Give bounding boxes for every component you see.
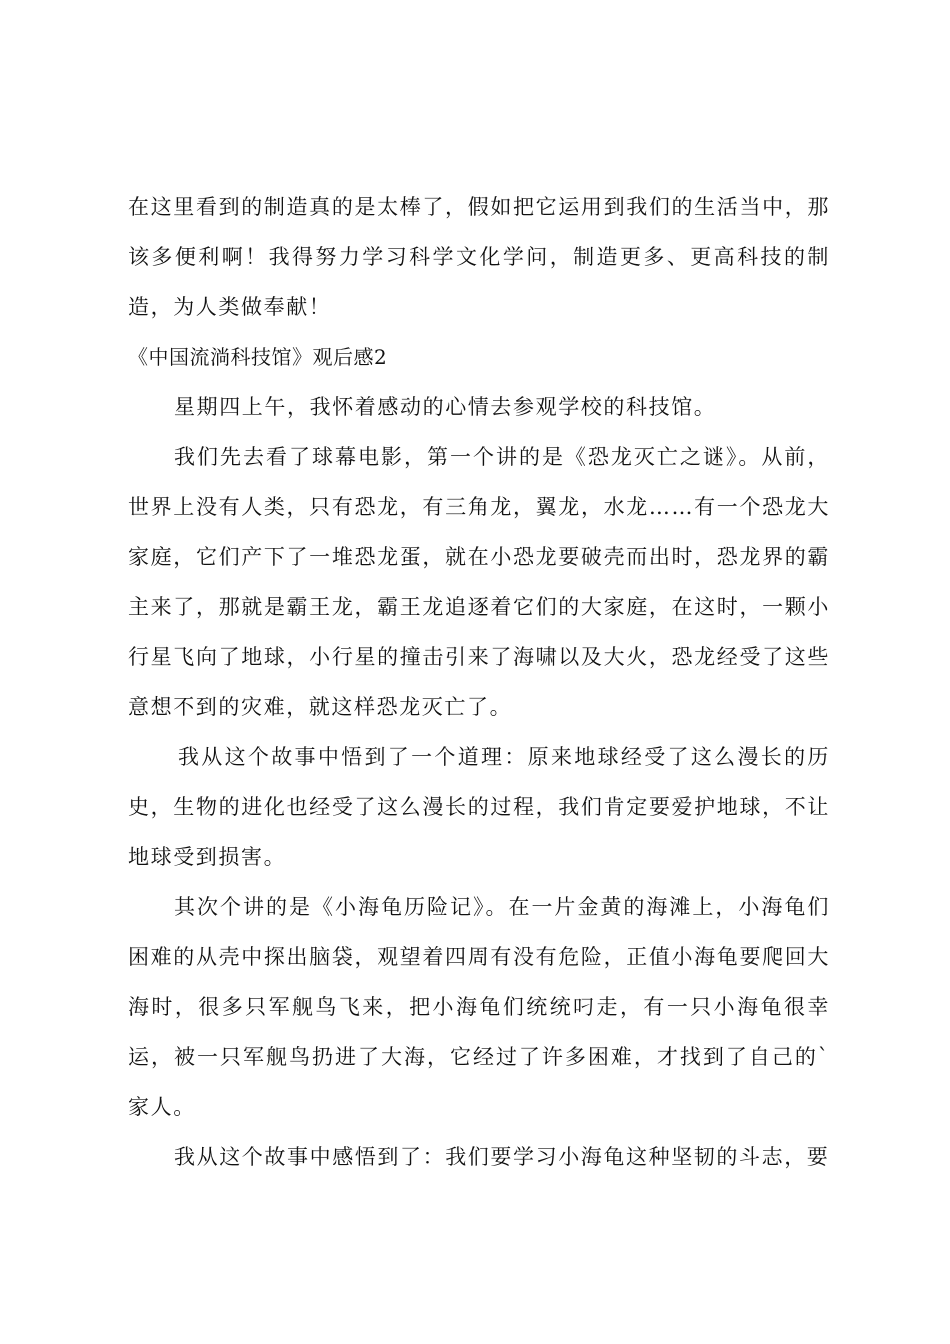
paragraph-dinosaur-lesson: 我从这个故事中悟到了一个道理：原来地球经受了这么漫长的历史，生物的进化也经受了这么漫长的过程，我们肯定要爱护地球，不让地球受到损害。 xyxy=(128,745,830,869)
section-title: 《中国流淌科技馆》观后感2 xyxy=(128,345,388,369)
paragraph-turtle-lesson: 我从这个故事中感悟到了：我们要学习小海龟这种坚韧的斗志，要 xyxy=(174,1145,830,1169)
paragraph-continued: 在这里看到的制造真的是太棒了，假如把它运用到我们的生活当中，那该多便利啊！我得努力学习科学文化学问，制造更多、更高科技的制造，为人类做奉献！ xyxy=(128,195,830,319)
paragraph-dinosaur-film: 我们先去看了球幕电影，第一个讲的是《恐龙灭亡之谜》。从前，世界上没有人类，只有恐龙，有三角龙，翼龙，水龙……有一个恐龙大家庭，它们产下了一堆恐龙蛋，就在小恐龙要破壳而出时，恐龙界的霸主来了，那就是霸王龙，霸王龙追逐着它们的大家庭，在这时，一颗小行星飞向了地球，小行星的撞击引来了海啸以及大火，恐龙经受了这些意想不到的灾难，就这样恐龙灭亡了。 xyxy=(128,445,830,719)
document-body xyxy=(128,182,830,1182)
paragraph-visit: 星期四上午，我怀着感动的心情去参观学校的科技馆。 xyxy=(174,395,717,419)
paragraph-turtle-film: 其次个讲的是《小海龟历险记》。在一片金黄的海滩上，小海龟们困难的从壳中探出脑袋，观望着四周有没有危险，正值小海龟要爬回大海时，很多只军舰鸟飞来，把小海龟们统统叼走，有一只小海龟很幸运，被一只军舰鸟扔进了大海，它经过了许多困难，才找到了自己的`家人。 xyxy=(128,895,830,1119)
